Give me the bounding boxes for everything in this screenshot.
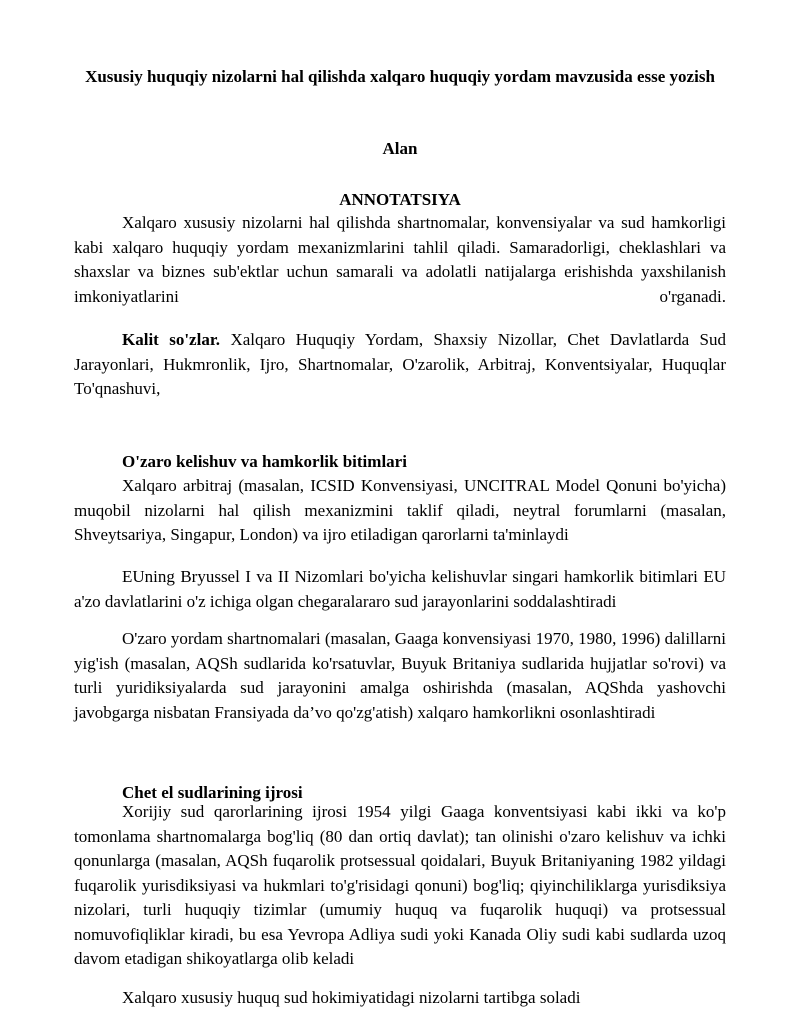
document-author: Alan bbox=[382, 139, 418, 158]
section2-paragraph-1: Xorijiy sud qarorlarining ijrosi 1954 yilgi Gaaga konventsiyasi kabi ikki va ko'p tomonlama shartnomalarga bog'liq (80 dan ortiq davlat); tan olinishi o'zaro kelishuv va ichki qonunlarga (masalan, AQSh fuqarolik protsessual qoidalari, Buyuk Britaniyaning 1982 yildagi fuqarolik yurisdiksiyasi va hukmlari to'g'risidagi qonuni) bog'liq; qiyinchiliklarga yurisdiksiya nizolari, turli huquqiy tizimlar (umumiy huquq va fuqarolik huquqi) va protsessual nomuvofiqliklar kiradi, bu esa Yevropa Adliya sudi yoki Kanada Oliy sudi kabi sudlarda uzoq davom etadigan shikoyatlarga olib keladi bbox=[74, 802, 726, 968]
section1-paragraph-1: Xalqaro arbitraj (masalan, ICSID Konvensiyasi, UNCITRAL Model Qonuni bo'yicha) muqobil nizolarni hal qilish mexanizmini taklif qiladi, neytral forumlarni (masalan, Shveytsariya, Singapur, London) va ijro etiladigan qarorlarni ta'minlaydi bbox=[74, 476, 726, 544]
annotation-paragraph: Xalqaro xususiy nizolarni hal qilishda shartnomalar, konvensiyalar va sud hamkorligi kabi xalqaro huquqiy yordam mexanizmlarini tahlil qiladi. Samaradorligi, cheklashlari va shaxslar va biznes sub'ektlar uchun samarali va adolatli natijalarga erishishda yaxshilanish imkoniyatlarini o'rganadi. bbox=[74, 213, 726, 306]
keywords-paragraph bbox=[74, 328, 726, 402]
section1-heading: O'zaro kelishuv va hamkorlik bitimlari bbox=[122, 452, 407, 471]
document-title: Xususiy huquqiy nizolarni hal qilishda xalqaro huquqiy yordam mavzusida esse yozish bbox=[85, 67, 715, 86]
annotation-heading: ANNOTATSIYA bbox=[339, 190, 461, 209]
section2-heading: Chet el sudlarining ijrosi bbox=[122, 783, 303, 802]
keywords-text: Xalqaro Huquqiy Yordam, Shaxsiy Nizollar, Chet Davlatlarda Sud Jarayonlari, Hukmronlik, Ijro, Shartnomalar, O'zarolik, Arbitraj, Konventsiyalar, Huquqlar To'qnashuvi, bbox=[74, 330, 726, 398]
keywords-label: Kalit so'zlar. bbox=[122, 330, 221, 349]
section1-paragraph-3: O'zaro yordam shartnomalari (masalan, Gaaga konvensiyasi 1970, 1980, 1996) dalillarni yig'ish (masalan, AQSh sudlarida ko'rsatuvlar, Buyuk Britaniya sudlarida hujjatlar so'rovi) va turli yuridiksiyalarda sud jarayonini amalga oshirishda (masalan, AQShda yashovchi javobgarga nisbatan Fransiyada da’vo qo'zg'atish) xalqaro hamkorlikni osonlashtiradi bbox=[74, 629, 726, 722]
section1-paragraph-2: EUning Bryussel I va II Nizomlari bo'yicha kelishuvlar singari hamkorlik bitimlari EU a'zo davlatlarini o'z ichiga olgan chegaralararo sud jarayonlarini soddalashtiradi bbox=[74, 567, 726, 611]
section2-paragraph-2: Xalqaro xususiy huquq sud hokimiyatidagi nizolarni tartibga soladi bbox=[122, 988, 581, 1007]
